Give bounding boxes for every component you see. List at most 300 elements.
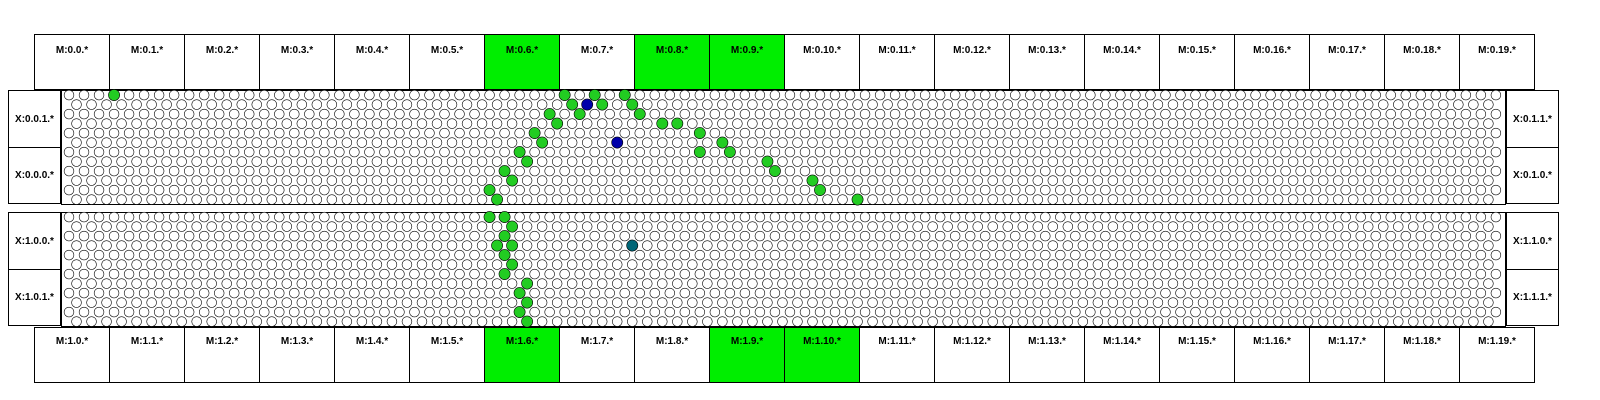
node xyxy=(815,90,825,100)
node xyxy=(582,317,592,327)
node xyxy=(1123,241,1133,251)
node xyxy=(214,250,224,260)
node xyxy=(732,279,742,289)
node xyxy=(552,298,562,308)
node xyxy=(1446,90,1456,100)
node xyxy=(1303,195,1313,205)
node xyxy=(1341,147,1351,157)
node xyxy=(1025,109,1035,119)
module-label-bottom: M:1.10.* xyxy=(784,327,860,383)
node xyxy=(87,241,97,251)
node xyxy=(417,279,427,289)
node xyxy=(1228,260,1238,270)
node xyxy=(1191,109,1201,119)
module-label-top: M:0.8.* xyxy=(634,34,710,90)
node xyxy=(1258,157,1268,167)
node xyxy=(567,119,577,129)
node xyxy=(1453,119,1463,129)
node xyxy=(853,317,863,327)
node xyxy=(838,241,848,251)
node xyxy=(1131,307,1141,317)
node xyxy=(905,109,915,119)
node xyxy=(537,317,547,327)
node xyxy=(988,298,998,308)
node xyxy=(935,250,945,260)
node xyxy=(898,298,908,308)
node xyxy=(905,166,915,176)
node xyxy=(1468,222,1478,232)
node xyxy=(1341,288,1351,298)
node xyxy=(1010,269,1020,279)
node xyxy=(1018,176,1028,186)
node xyxy=(868,119,878,129)
node xyxy=(312,195,322,205)
node xyxy=(913,176,923,186)
node xyxy=(147,176,157,186)
node xyxy=(1236,212,1246,222)
node xyxy=(958,157,968,167)
node xyxy=(492,260,502,270)
node xyxy=(289,250,299,260)
node xyxy=(793,119,803,129)
node xyxy=(1251,307,1261,317)
module-label-top: M:0.17.* xyxy=(1309,34,1385,90)
node xyxy=(748,317,758,327)
node xyxy=(214,269,224,279)
node xyxy=(380,166,390,176)
node xyxy=(1303,317,1313,327)
node xyxy=(973,298,983,308)
node xyxy=(763,119,773,129)
node xyxy=(838,298,848,308)
node xyxy=(605,307,615,317)
node xyxy=(1236,231,1246,241)
node xyxy=(1176,185,1186,195)
node xyxy=(274,212,284,222)
node xyxy=(943,241,953,251)
node xyxy=(1033,317,1043,327)
node xyxy=(995,90,1005,100)
node xyxy=(492,222,502,232)
node xyxy=(875,128,885,138)
node xyxy=(485,147,495,157)
node xyxy=(199,109,209,119)
node xyxy=(380,212,390,222)
node xyxy=(1401,185,1411,195)
node xyxy=(582,195,592,205)
node xyxy=(763,195,773,205)
node xyxy=(1453,298,1463,308)
node xyxy=(815,307,825,317)
node xyxy=(102,176,112,186)
node xyxy=(965,128,975,138)
node xyxy=(1213,222,1223,232)
node xyxy=(1483,298,1493,308)
node xyxy=(109,212,119,222)
node xyxy=(1213,138,1223,148)
node xyxy=(1453,279,1463,289)
node xyxy=(319,250,329,260)
node xyxy=(402,260,412,270)
node xyxy=(1468,157,1478,167)
node xyxy=(1468,241,1478,251)
node xyxy=(402,157,412,167)
node xyxy=(139,90,149,100)
node xyxy=(177,298,187,308)
node xyxy=(1243,317,1253,327)
node xyxy=(162,176,172,186)
node-active xyxy=(499,211,510,222)
node xyxy=(154,212,164,222)
node xyxy=(898,119,908,129)
node xyxy=(725,250,735,260)
node xyxy=(1131,250,1141,260)
node xyxy=(800,288,810,298)
node xyxy=(1010,147,1020,157)
node xyxy=(64,307,74,317)
node xyxy=(372,298,382,308)
node xyxy=(1191,166,1201,176)
node xyxy=(1356,250,1366,260)
node xyxy=(575,269,585,279)
node xyxy=(387,241,397,251)
node xyxy=(1033,100,1043,110)
node xyxy=(395,147,405,157)
node xyxy=(380,147,390,157)
node xyxy=(139,307,149,317)
node-active xyxy=(559,89,570,100)
node xyxy=(575,307,585,317)
node xyxy=(1476,269,1486,279)
node xyxy=(845,185,855,195)
node xyxy=(319,269,329,279)
node xyxy=(748,157,758,167)
node xyxy=(349,269,359,279)
node xyxy=(845,269,855,279)
node xyxy=(537,279,547,289)
node xyxy=(920,90,930,100)
node xyxy=(1085,147,1095,157)
node xyxy=(132,279,142,289)
node xyxy=(1198,195,1208,205)
node xyxy=(117,195,127,205)
node xyxy=(207,260,217,270)
node xyxy=(1070,109,1080,119)
node xyxy=(522,241,532,251)
node xyxy=(327,222,337,232)
node xyxy=(1423,119,1433,129)
node xyxy=(1288,138,1298,148)
node xyxy=(87,100,97,110)
node xyxy=(943,195,953,205)
node xyxy=(793,138,803,148)
node xyxy=(868,279,878,289)
node xyxy=(1386,109,1396,119)
node xyxy=(1131,90,1141,100)
node xyxy=(1161,231,1171,241)
node xyxy=(1198,298,1208,308)
node xyxy=(973,241,983,251)
node xyxy=(935,212,945,222)
node xyxy=(395,109,405,119)
node xyxy=(267,298,277,308)
node xyxy=(462,241,472,251)
node xyxy=(395,90,405,100)
node xyxy=(342,222,352,232)
node xyxy=(252,279,262,289)
node xyxy=(327,298,337,308)
node xyxy=(132,195,142,205)
node xyxy=(380,250,390,260)
node xyxy=(1040,109,1050,119)
node xyxy=(1085,288,1095,298)
node xyxy=(560,128,570,138)
node xyxy=(222,298,232,308)
node xyxy=(1183,176,1193,186)
node xyxy=(432,195,442,205)
node xyxy=(1138,298,1148,308)
node xyxy=(868,260,878,270)
node xyxy=(357,260,367,270)
node xyxy=(717,317,727,327)
router-label-right: X:1.1.0.* xyxy=(1506,212,1559,270)
node xyxy=(312,176,322,186)
node xyxy=(477,317,487,327)
node xyxy=(507,195,517,205)
node xyxy=(650,166,660,176)
node xyxy=(1303,100,1313,110)
node xyxy=(898,279,908,289)
node xyxy=(1446,185,1456,195)
node xyxy=(425,288,435,298)
node xyxy=(530,288,540,298)
node xyxy=(199,250,209,260)
node xyxy=(552,195,562,205)
node xyxy=(808,100,818,110)
node xyxy=(1213,100,1223,110)
node xyxy=(485,231,495,241)
node xyxy=(808,119,818,129)
node xyxy=(1191,269,1201,279)
node xyxy=(259,288,269,298)
node xyxy=(823,138,833,148)
node xyxy=(432,176,442,186)
node xyxy=(387,157,397,167)
node xyxy=(1123,298,1133,308)
node xyxy=(898,195,908,205)
node xyxy=(1153,298,1163,308)
node xyxy=(1416,250,1426,260)
node xyxy=(635,212,645,222)
node xyxy=(1491,90,1501,100)
node xyxy=(259,90,269,100)
node xyxy=(1386,269,1396,279)
node xyxy=(995,307,1005,317)
node xyxy=(432,138,442,148)
node xyxy=(1055,212,1065,222)
node xyxy=(830,250,840,260)
node xyxy=(289,166,299,176)
node xyxy=(455,250,465,260)
node xyxy=(545,212,555,222)
node xyxy=(102,138,112,148)
node-active xyxy=(499,165,510,176)
node xyxy=(252,241,262,251)
node xyxy=(1356,307,1366,317)
node xyxy=(417,298,427,308)
node xyxy=(1236,109,1246,119)
node xyxy=(748,119,758,129)
node xyxy=(627,176,637,186)
node xyxy=(1093,138,1103,148)
node xyxy=(590,307,600,317)
node xyxy=(177,157,187,167)
node xyxy=(94,307,104,317)
router-label-left: X:0.0.0.* xyxy=(8,147,61,204)
node xyxy=(289,185,299,195)
node xyxy=(830,269,840,279)
node xyxy=(387,100,397,110)
node xyxy=(1221,212,1231,222)
node xyxy=(1378,317,1388,327)
node xyxy=(87,317,97,327)
node xyxy=(680,185,690,195)
node xyxy=(1018,100,1028,110)
node xyxy=(935,166,945,176)
node xyxy=(785,269,795,279)
node xyxy=(1093,279,1103,289)
node xyxy=(590,288,600,298)
node xyxy=(417,260,427,270)
node xyxy=(342,100,352,110)
node xyxy=(1408,298,1418,308)
node xyxy=(567,279,577,289)
node xyxy=(582,157,592,167)
node xyxy=(1423,157,1433,167)
node xyxy=(980,250,990,260)
node xyxy=(349,147,359,157)
node xyxy=(485,109,495,119)
node xyxy=(79,212,89,222)
node xyxy=(1063,222,1073,232)
node xyxy=(650,269,660,279)
node xyxy=(410,269,420,279)
node xyxy=(717,100,727,110)
node xyxy=(492,176,502,186)
node xyxy=(199,90,209,100)
node xyxy=(79,269,89,279)
node xyxy=(800,147,810,157)
node xyxy=(1431,307,1441,317)
node xyxy=(94,166,104,176)
node xyxy=(1040,288,1050,298)
node xyxy=(1416,128,1426,138)
node xyxy=(1423,100,1433,110)
node xyxy=(1131,231,1141,241)
node xyxy=(755,128,765,138)
node xyxy=(252,260,262,270)
node xyxy=(79,90,89,100)
node-active xyxy=(627,99,638,110)
node xyxy=(1146,250,1156,260)
node xyxy=(537,195,547,205)
module-label-bottom: M:1.7.* xyxy=(559,327,635,383)
node xyxy=(372,241,382,251)
node xyxy=(763,298,773,308)
node xyxy=(1055,288,1065,298)
node xyxy=(1491,231,1501,241)
node xyxy=(1236,166,1246,176)
node xyxy=(680,307,690,317)
node xyxy=(928,157,938,167)
node xyxy=(1153,241,1163,251)
node xyxy=(1100,166,1110,176)
node xyxy=(770,288,780,298)
node xyxy=(958,119,968,129)
node xyxy=(1033,119,1043,129)
node xyxy=(1093,260,1103,270)
node xyxy=(1318,279,1328,289)
node xyxy=(1085,269,1095,279)
node xyxy=(1371,166,1381,176)
node xyxy=(1228,279,1238,289)
node xyxy=(717,279,727,289)
node xyxy=(312,157,322,167)
node xyxy=(1123,100,1133,110)
node-active xyxy=(762,156,773,167)
node xyxy=(372,100,382,110)
node xyxy=(64,185,74,195)
node xyxy=(1446,128,1456,138)
node xyxy=(1010,288,1020,298)
node xyxy=(470,288,480,298)
node xyxy=(928,317,938,327)
node xyxy=(530,166,540,176)
node xyxy=(94,128,104,138)
node xyxy=(372,119,382,129)
node xyxy=(778,241,788,251)
node xyxy=(1266,231,1276,241)
node xyxy=(124,231,134,241)
node xyxy=(244,185,254,195)
node xyxy=(635,269,645,279)
node xyxy=(334,288,344,298)
node xyxy=(785,128,795,138)
node xyxy=(117,298,127,308)
node xyxy=(1453,260,1463,270)
node xyxy=(665,288,675,298)
node xyxy=(244,269,254,279)
node xyxy=(590,166,600,176)
node xyxy=(793,279,803,289)
node xyxy=(297,195,307,205)
node xyxy=(1108,241,1118,251)
node xyxy=(109,288,119,298)
node xyxy=(154,90,164,100)
node xyxy=(1085,109,1095,119)
node xyxy=(199,166,209,176)
node xyxy=(1386,166,1396,176)
node xyxy=(297,260,307,270)
node-active xyxy=(567,99,578,110)
node xyxy=(229,166,239,176)
node xyxy=(530,109,540,119)
node xyxy=(440,250,450,260)
node xyxy=(365,231,375,241)
node xyxy=(778,195,788,205)
node xyxy=(470,109,480,119)
node xyxy=(1176,269,1186,279)
